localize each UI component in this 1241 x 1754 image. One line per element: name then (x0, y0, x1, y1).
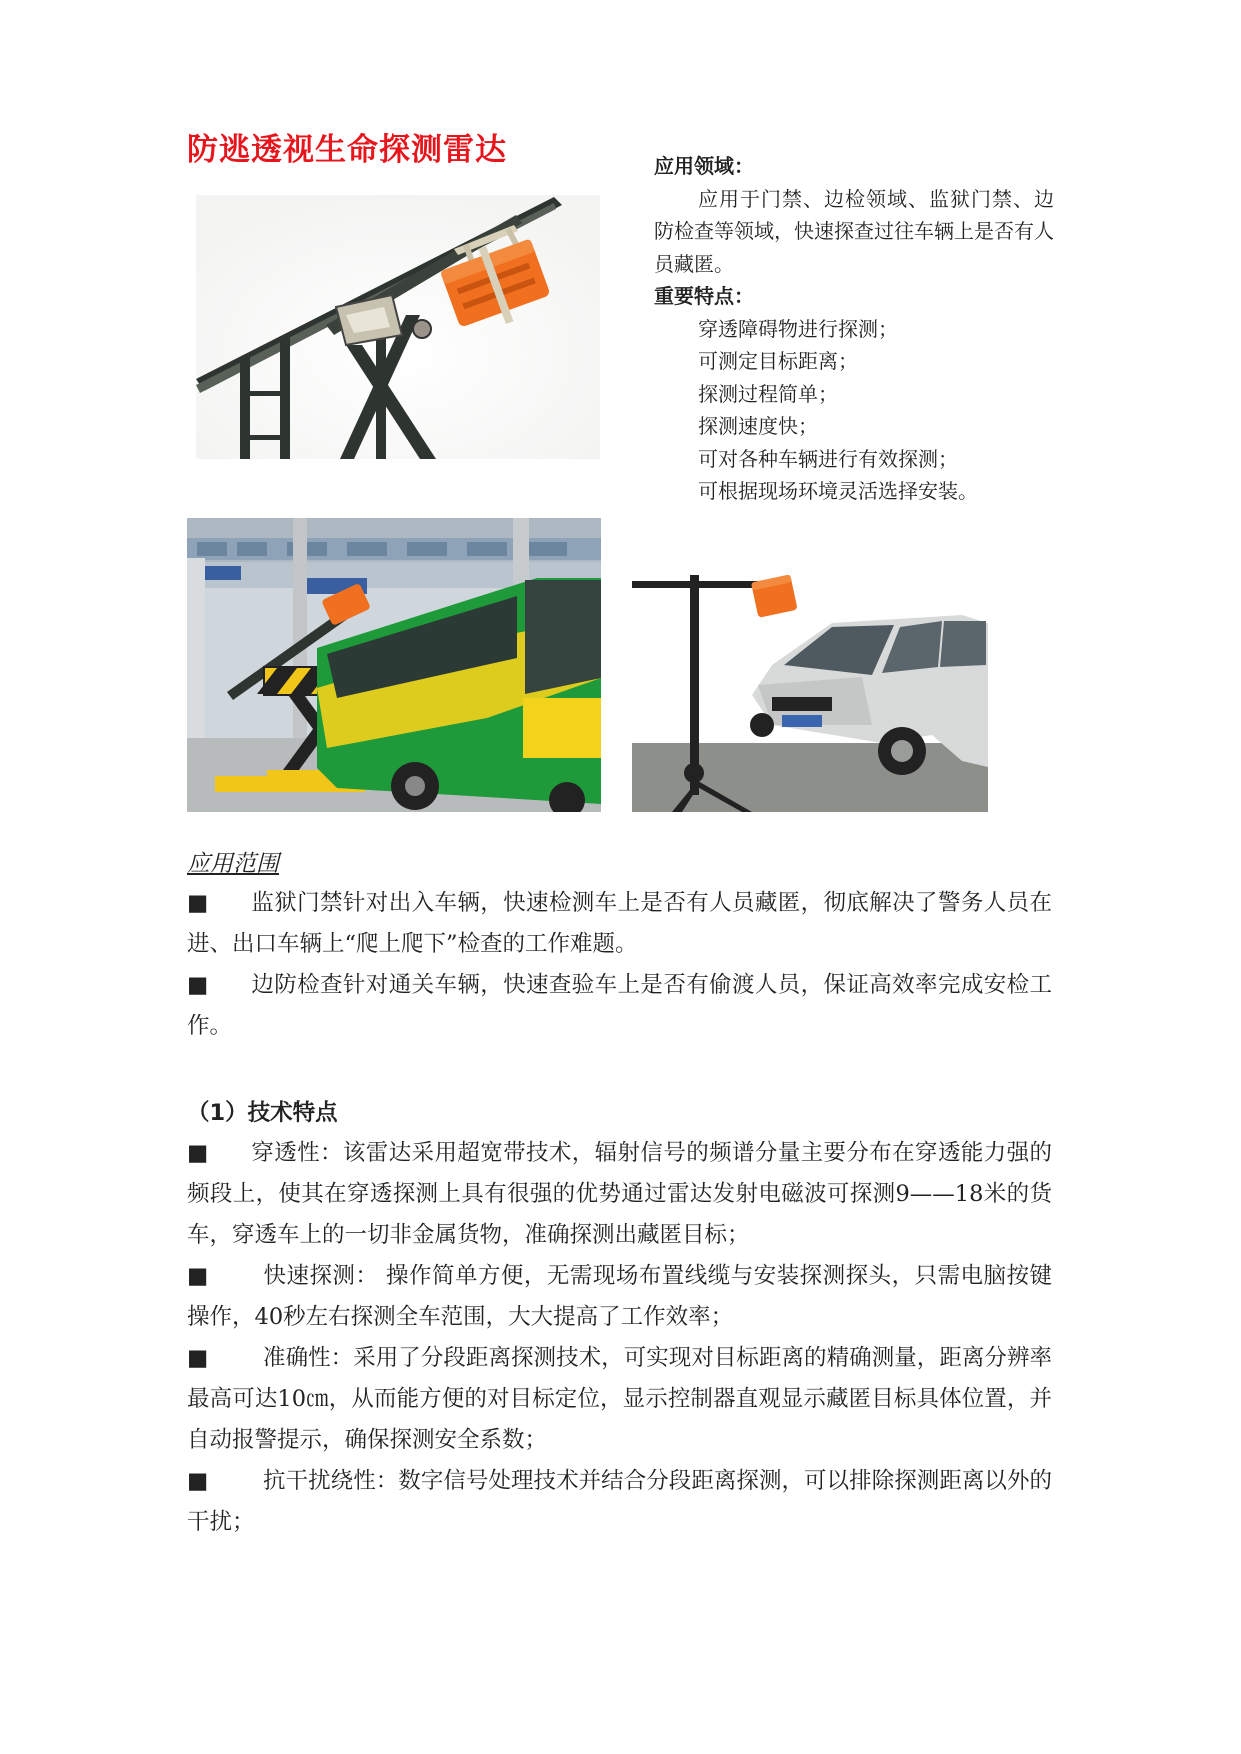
tech-item (187, 1461, 1052, 1543)
key-feature-item: 可测定目标距离； (698, 349, 858, 373)
key-feature-item: 探测过程简单； (698, 381, 838, 406)
tech-item-text: 抗干扰绕性：数字信号处理技术并结合分段距离探测，可以排除探测距离以外的干扰； (187, 1468, 1052, 1535)
scope-heading: 应用范围 (187, 851, 279, 877)
tech-item (187, 1133, 1052, 1256)
tech-item (187, 1338, 1052, 1461)
square-bullet-icon: ■ (187, 890, 209, 916)
key-features-heading: 重要特点： (654, 284, 754, 308)
scope-list (187, 883, 1052, 1047)
key-feature-item: 可根据现场环境灵活选择安装。 (698, 479, 978, 503)
key-feature-item: 穿透障碍物进行探测； (698, 316, 898, 341)
scope-item-text: 监狱门禁针对出入车辆，快速检测车上是否有人员藏匿，彻底解决了警务人员在进、出口车辆上“爬上爬下”检查的工作难题。 (187, 890, 1052, 957)
key-feature-item: 探测速度快； (698, 414, 818, 438)
square-bullet-icon: ■ (187, 1140, 209, 1166)
tech-item-text: 准确性：采用了分段距离探测技术，可实现对目标距离的精确测量，距离分辨率最高可达10㎝，从而能方便的对目标定位，显示控制器直观显示藏匿目标具体位置，并自动报警提示，确保探测安全系数； (187, 1345, 1052, 1453)
tech-item-text: 穿透性：该雷达采用超宽带技术，辐射信号的频谱分量主要分布在穿透能力强的频段上，使其在穿透探测上具有很强的优势通过雷达发射电磁波可探测9——18米的货车，穿透车上的一切非金属货物，准确探测出藏匿目标； (187, 1140, 1052, 1248)
scope-item (187, 883, 1052, 965)
application-field-text: 应用于门禁、边检领域、监狱门禁、边防检查等领域，快速探查过往车辆上是否有人员藏匿。 (654, 186, 1054, 276)
tech-list (187, 1133, 1052, 1543)
square-bullet-icon: ■ (187, 972, 209, 998)
application-field-heading: 应用领域： (654, 154, 754, 178)
tech-heading: （1）技术特点 (187, 1100, 338, 1126)
scope-item-text: 边防检查针对通关车辆，快速查验车上是否有偷渡人员，保证高效率完成安检工作。 (187, 972, 1052, 1039)
square-bullet-icon: ■ (187, 1263, 209, 1289)
side-description (654, 150, 1054, 508)
page-title: 防逃透视生命探测雷达 (187, 132, 507, 168)
van-inspection-photo (632, 575, 988, 812)
square-bullet-icon: ■ (187, 1468, 209, 1494)
square-bullet-icon: ■ (187, 1345, 209, 1371)
bus-inspection-photo (187, 518, 601, 812)
scope-item (187, 965, 1052, 1047)
radar-boom-photo (196, 195, 600, 459)
key-feature-item: 可对各种车辆进行有效探测； (698, 446, 958, 471)
tech-item (187, 1256, 1052, 1338)
tech-item-text: 快速探测： 操作简单方便，无需现场布置线缆与安装探测探头，只需电脑按键操作，40秒左右探测全车范围，大大提高了工作效率； (187, 1263, 1052, 1330)
